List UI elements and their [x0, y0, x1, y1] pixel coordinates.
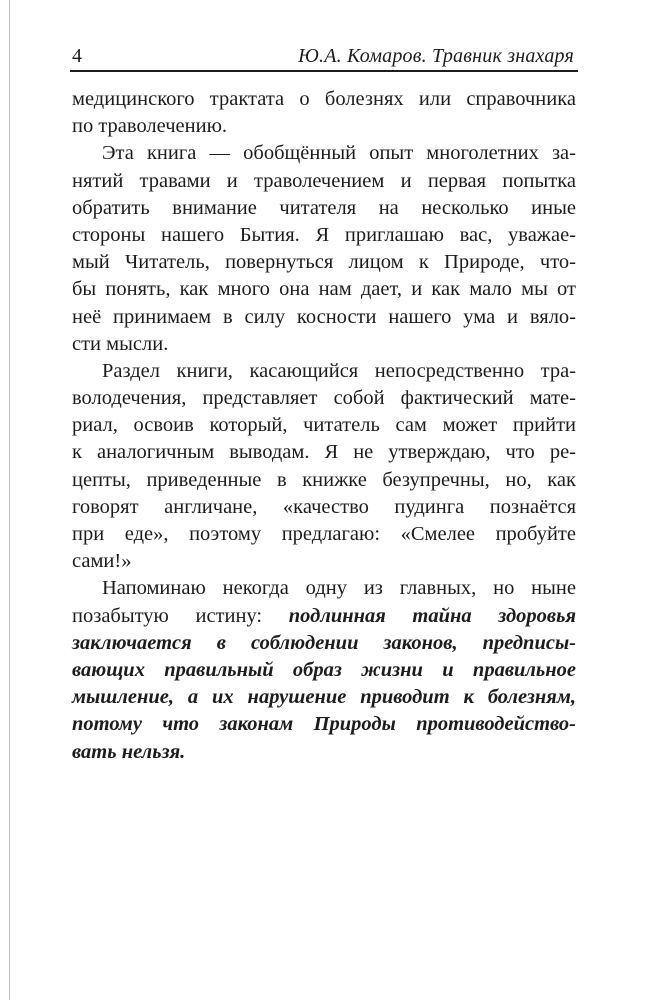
text-line-mixed	[72, 603, 576, 630]
text-line: сти мысли.	[72, 332, 169, 355]
text-line: к аналогичным выводам. Я не утверждаю, что ре-	[72, 441, 576, 464]
text-line: бы понять, как много она нам дает, и как мало мы от	[72, 278, 576, 301]
text-line: володечения, представляет собой фактический мате-	[72, 387, 576, 410]
page-edge	[9, 0, 10, 1000]
running-title: Ю.А. Комаров. Травник знахаря	[298, 45, 574, 67]
paragraph-2	[72, 140, 576, 358]
paragraph-4	[72, 575, 576, 765]
body-text	[72, 86, 576, 766]
text-line: по траволечению.	[72, 115, 228, 138]
text-line: сами!»	[72, 550, 132, 573]
emphasis-line: вающих правильный образ жизни и правильное	[72, 658, 576, 681]
paragraph-1	[72, 86, 576, 140]
emphasis-line: мышление, а их нарушение приводит к болезням,	[72, 686, 576, 709]
text-line: Эта книга — обобщённый опыт многолетних за-	[102, 142, 576, 165]
page-header	[70, 44, 578, 70]
text-line: медицинского трактата о болезнях или справочника	[72, 88, 576, 110]
page-number: 4	[72, 45, 82, 67]
header-rule	[70, 70, 578, 72]
text-line: стороны нашего Бытия. Я приглашаю вас, уважае-	[72, 223, 576, 246]
text-line: мый Читатель, повернуться лицом к Природе, что-	[72, 251, 576, 274]
text-line: при еде», поэтому предлагаю: «Смелее пробуйте	[72, 523, 576, 545]
text-line: нятий травами и траволечением и первая попытка	[72, 169, 576, 192]
emphasis-line: потому что законам Природы противодейство-	[72, 713, 576, 736]
text-line: цепты, приведенные в книжке безупречны, но, как	[72, 468, 576, 491]
text-line: неё принимаем в силу косности нашего ума и вяло-	[72, 305, 576, 328]
text-line-lead: позабытую истину:	[72, 604, 263, 627]
emphasis-line: вать нельзя.	[72, 740, 186, 763]
text-line: риал, освоив который, читатель сам может прийти	[72, 414, 576, 437]
emphasis-line: заключается в соблюдении законов, предписы-	[72, 631, 576, 654]
text-line: Раздел книги, касающийся непосредственно тра-	[102, 359, 576, 382]
text-line: Напоминаю некогда одну из главных, но ныне	[102, 577, 576, 600]
paragraph-3	[72, 358, 576, 576]
text-line: обратить внимание читателя на несколько иные	[72, 196, 576, 219]
text-line: говорят англичане, «качество пудинга познаётся	[72, 495, 576, 518]
emphasis-text: подлинная тайна здоровья	[288, 604, 577, 627]
